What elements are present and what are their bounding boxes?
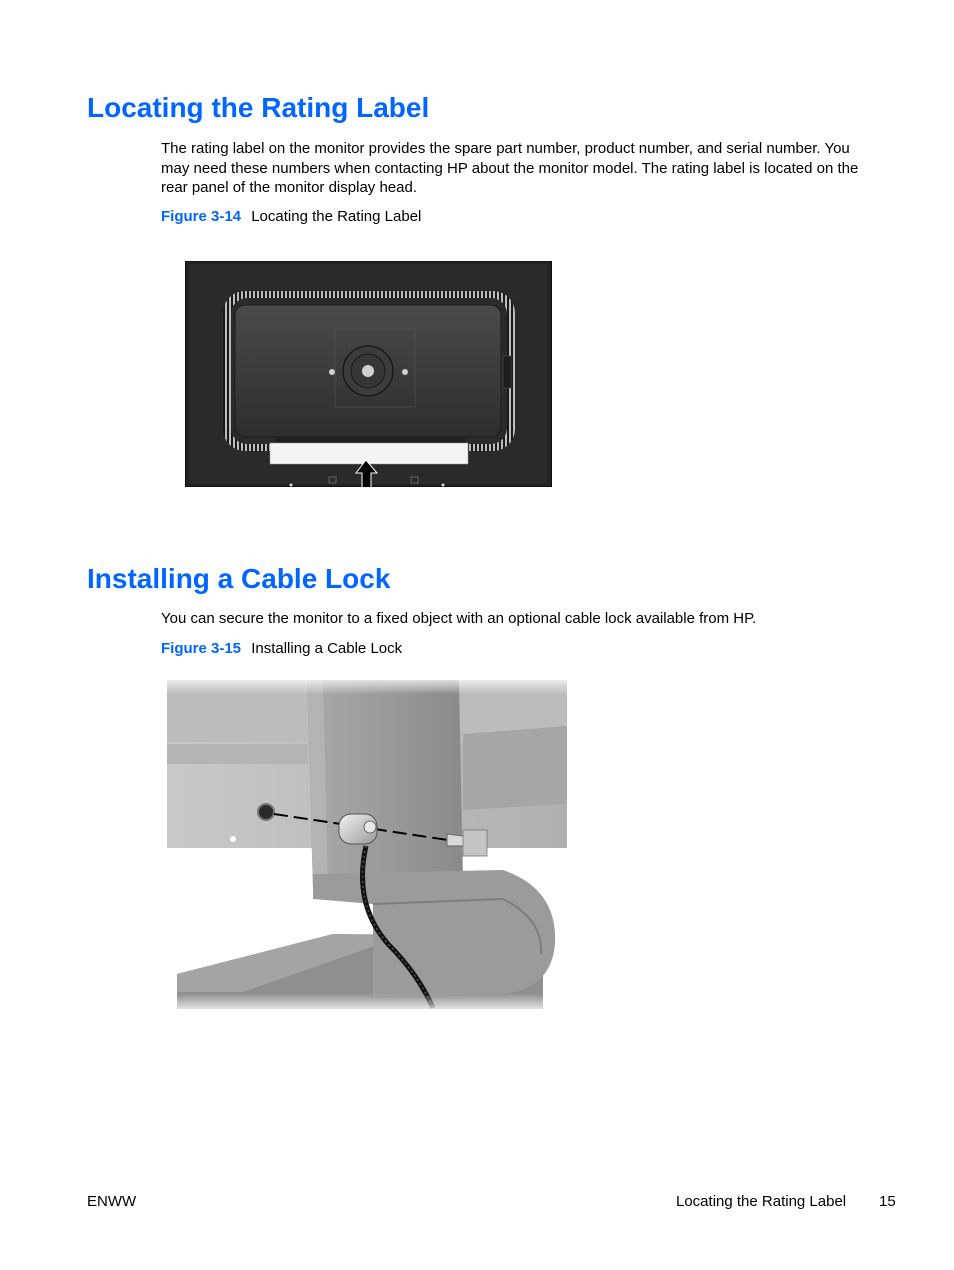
figure-title: Locating the Rating Label xyxy=(251,208,422,225)
figure-title: Installing a Cable Lock xyxy=(251,640,403,657)
footer-section-title: Locating the Rating Label xyxy=(676,1193,847,1210)
figure-number: Figure 3-14 xyxy=(161,208,242,225)
page-number: 15 xyxy=(879,1193,896,1210)
rating-label-paragraph: The rating label on the monitor provides the spare part number, product number, and serial number. You may need these numbers when contacting HP about the monitor model. The rating label is located on the rear panel of the monitor display head. xyxy=(161,140,859,196)
figure-number: Figure 3-15 xyxy=(161,640,242,657)
figure-caption-3-15 xyxy=(161,639,402,658)
cable-lock-paragraph: You can secure the monitor to a fixed object with an optional cable lock available from HP. xyxy=(161,610,757,627)
section-title-cable-lock: Installing a Cable Lock xyxy=(87,563,391,594)
cable-lock-illustration xyxy=(163,674,571,1014)
footer-left: ENWW xyxy=(87,1193,137,1210)
section-title-rating-label: Locating the Rating Label xyxy=(87,92,430,123)
monitor-rear-illustration xyxy=(185,261,552,487)
figure-caption-3-14 xyxy=(161,207,421,226)
